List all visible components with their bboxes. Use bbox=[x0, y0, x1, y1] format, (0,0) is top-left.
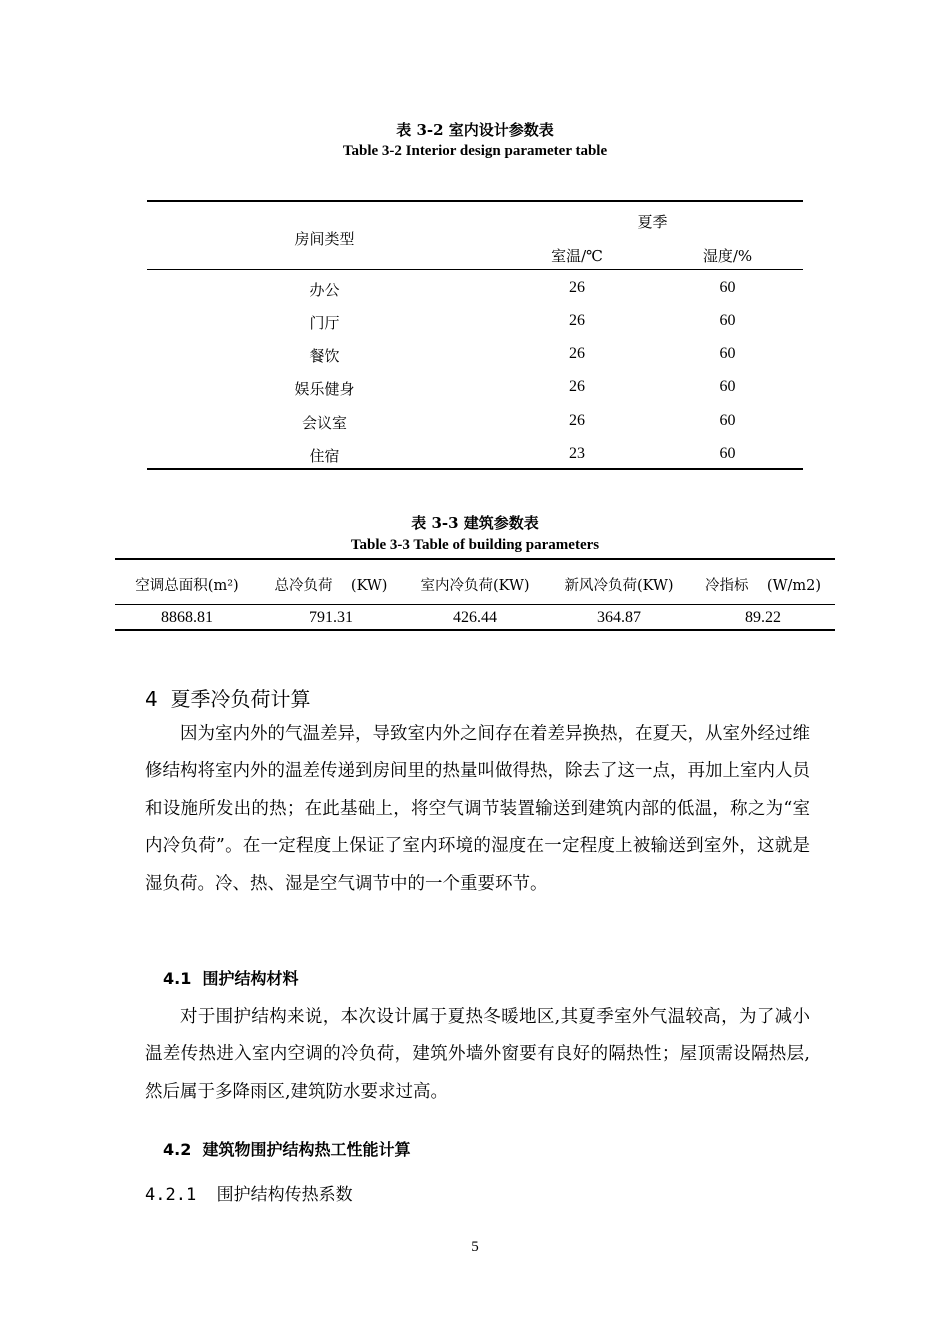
header-total-area: 空调总面积(m²) bbox=[135, 578, 239, 594]
section-4-1-paragraph: 对于围护结构来说，本次设计属于夏热冬暖地区,其夏季室外气温较高，为了减小温差传热进入室内空调的冷负荷，建筑外墙外窗要有良好的隔热性；屋顶需设隔热层,然后属于多降雨区,建筑防水要求过高。 bbox=[145, 1007, 810, 1102]
header-cooling-index: 冷指标 (W/m2) bbox=[704, 578, 821, 594]
cooling-index-cell: 89.22 bbox=[745, 609, 781, 626]
table-3-2-caption-cn: 表 3-2 室内设计参数表 bbox=[396, 121, 554, 139]
table-3-2-caption-en: Table 3-2 Interior design parameter table bbox=[342, 143, 608, 159]
table-header-rule bbox=[147, 269, 803, 270]
temperature-cell: 26 bbox=[569, 312, 585, 329]
section-4-1-heading: 4.1 围护结构材料 bbox=[163, 969, 299, 988]
room-type-cell: 餐饮 bbox=[309, 347, 340, 365]
humidity-cell: 60 bbox=[719, 312, 736, 329]
room-type-cell: 住宿 bbox=[309, 447, 340, 465]
humidity-cell: 60 bbox=[719, 445, 736, 462]
humidity-cell: 60 bbox=[719, 279, 736, 296]
table-3-3-caption-en: Table 3-3 Table of building parameters bbox=[350, 537, 600, 553]
header-room-type: 房间类型 bbox=[294, 230, 355, 248]
table-3-3-caption-cn: 表 3-3 建筑参数表 bbox=[411, 514, 539, 532]
temperature-cell: 26 bbox=[569, 279, 585, 296]
table-top-rule bbox=[147, 200, 803, 202]
fresh-air-cooling-load-cell: 364.87 bbox=[597, 609, 641, 626]
room-type-cell: 会议室 bbox=[301, 414, 347, 432]
total-area-cell: 8868.81 bbox=[161, 609, 213, 626]
room-type-cell: 办公 bbox=[309, 281, 340, 299]
table-bottom-rule bbox=[115, 629, 835, 631]
table-bottom-rule bbox=[147, 468, 803, 470]
humidity-cell: 60 bbox=[719, 345, 736, 362]
temperature-cell: 26 bbox=[569, 378, 585, 395]
total-cooling-load-cell: 791.31 bbox=[309, 609, 353, 626]
section-4-heading: 4 夏季冷负荷计算 bbox=[145, 687, 311, 711]
section-4-2-1-heading: 4.2.1 围护结构传热系数 bbox=[145, 1185, 353, 1205]
header-total-cooling-load: 总冷负荷 (KW) bbox=[274, 578, 388, 594]
section-4-paragraph: 因为室内外的气温差异，导致室内外之间存在着差异换热，在夏天，从室外经过维修结构将室内外的温差传递到房间里的热量叫做得热，除去了这一点，再加上室内人员和设施所发出的热；在此基础上，将空气调节装置输送到建筑内部的低温，称之为“室内冷负荷”。在一定程度上保证了室内环境的湿度在一定程度上被输送到室外，这就是湿负荷。冷、热、湿是空气调节中的一个重要环节。 bbox=[145, 724, 810, 894]
temperature-cell: 26 bbox=[569, 345, 585, 362]
temperature-cell: 26 bbox=[569, 412, 585, 429]
section-4-2-heading: 4.2 建筑物围护结构热工性能计算 bbox=[163, 1140, 411, 1159]
header-summer: 夏季 bbox=[637, 213, 668, 231]
table-top-rule bbox=[115, 558, 835, 560]
header-fresh-air-cooling-load: 新风冷负荷(KW) bbox=[564, 578, 674, 594]
indoor-cooling-load-cell: 426.44 bbox=[453, 609, 497, 626]
humidity-cell: 60 bbox=[719, 412, 736, 429]
humidity-cell: 60 bbox=[719, 378, 736, 395]
page-number: 5 bbox=[471, 1239, 479, 1255]
room-type-cell: 门厅 bbox=[309, 314, 340, 332]
temperature-cell: 23 bbox=[569, 445, 585, 462]
header-indoor-cooling-load: 室内冷负荷(KW) bbox=[420, 578, 530, 594]
header-humidity: 湿度/% bbox=[702, 247, 753, 265]
room-type-cell: 娱乐健身 bbox=[294, 380, 355, 398]
table-header-rule bbox=[115, 604, 835, 605]
header-temperature: 室温/℃ bbox=[551, 247, 603, 265]
